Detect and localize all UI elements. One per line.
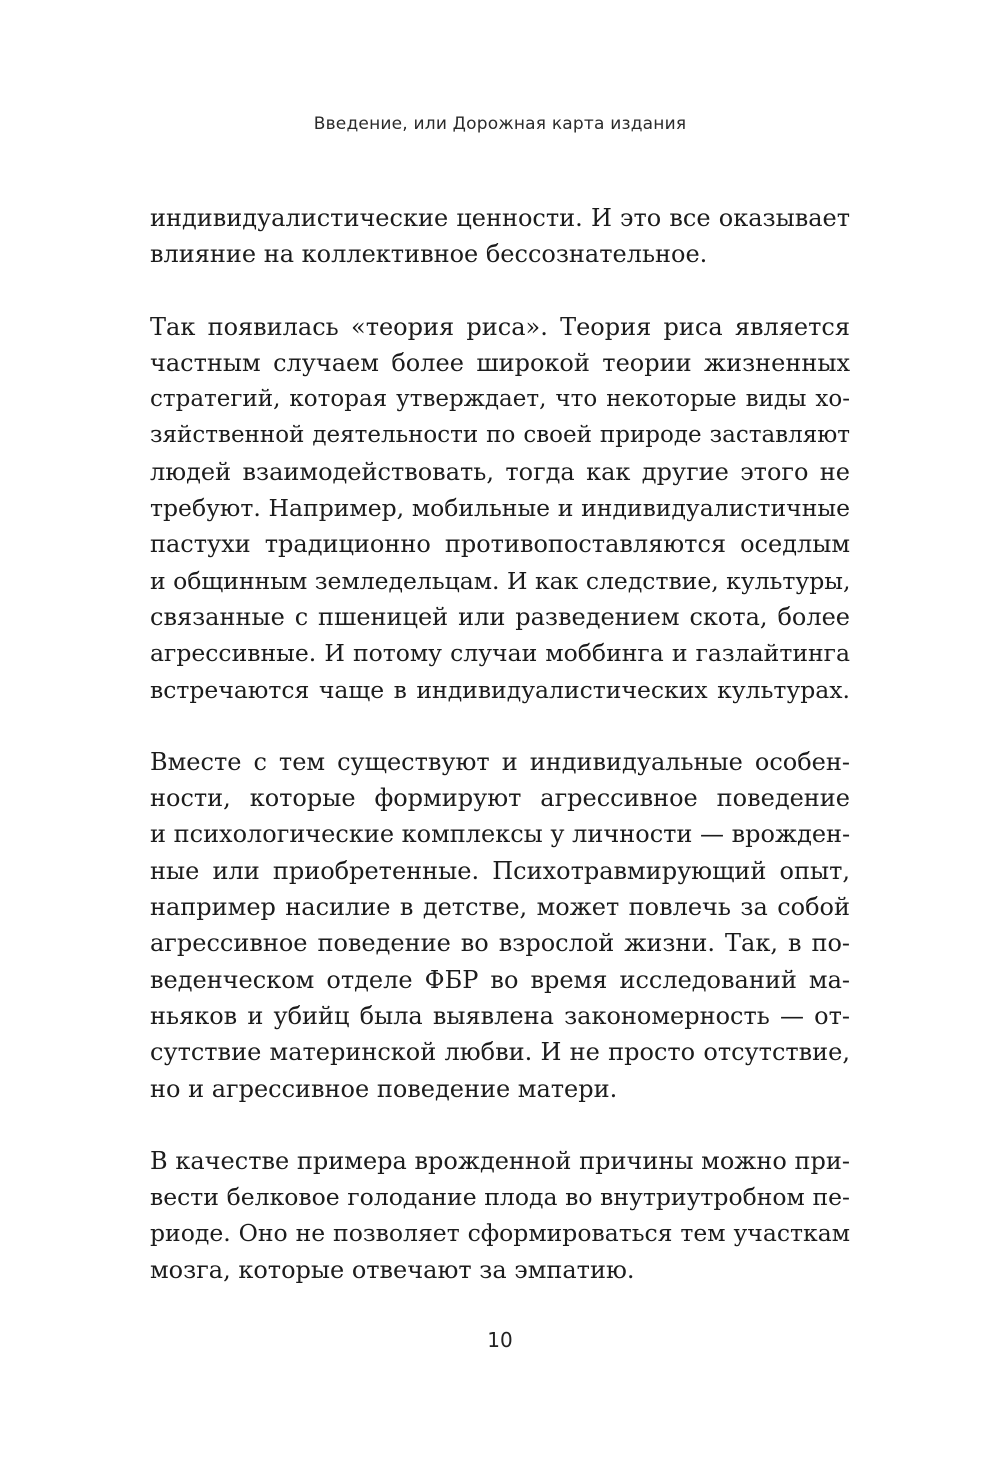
paragraph (150, 1143, 850, 1288)
text-line: но и агрессивное поведение матери. (150, 1074, 618, 1103)
body-text (150, 200, 850, 1324)
text-line: требуют. Например, мобильные и индивидуалистичные (150, 494, 850, 523)
text-line: веденческом отделе ФБР во время исследований ма- (150, 965, 850, 994)
text-line: риоде. Оно не позволяет сформироваться тем участкам (150, 1219, 850, 1248)
text-line: сутствие материнской любви. И не просто отсутствие, (150, 1038, 850, 1067)
text-line: влияние на коллективное бессознательное. (150, 240, 708, 269)
text-line: частным случаем более широкой теории жизненных (150, 348, 850, 377)
text-line: вести белковое голодание плода во внутриутробном пе- (150, 1183, 850, 1212)
text-line: мозга, которые отвечают за эмпатию. (150, 1255, 635, 1284)
paragraph (150, 200, 850, 273)
text-line: В качестве примера врожденной причины можно при- (150, 1146, 850, 1175)
running-head: Введение, или Дорожная карта издания (313, 114, 687, 134)
paragraph (150, 309, 850, 708)
paragraph (150, 744, 850, 1107)
text-line: встречаются чаще в индивидуалистических культурах. (150, 675, 850, 704)
text-line: людей взаимодействовать, тогда как другие этого не (150, 457, 850, 486)
page-number: 10 (487, 1328, 513, 1352)
text-line: ньяков и убийц была выявлена закономерность — от- (150, 1001, 850, 1030)
text-line: и психологические комплексы у личности — врожден- (150, 820, 851, 849)
text-line: Так появилась «теория риса». Теория риса является (150, 312, 850, 341)
text-line: и общинным земледельцам. И как следствие, культуры, (150, 566, 851, 595)
text-line: агрессивное поведение во взрослой жизни. Так, в по- (150, 929, 850, 958)
text-line: стратегий, которая утверждает, что некоторые виды хо- (150, 386, 850, 413)
text-line: зяйственной деятельности по своей природе заставляют (150, 422, 850, 449)
text-line: ные или приобретенные. Психотравмирующий опыт, (150, 856, 850, 885)
text-line: индивидуалистические ценности. И это все оказывает (150, 204, 850, 232)
text-line: связанные с пшеницей или разведением скота, более (150, 602, 850, 631)
text-line: агрессивные. И потому случаи моббинга и газлайтинга (150, 639, 850, 668)
text-line: пастухи традиционно противопоставляются оседлым (150, 530, 850, 559)
text-line: например насилие в детстве, может повлечь за собой (150, 893, 850, 922)
text-line: Вместе с тем существуют и индивидуальные особен- (150, 747, 850, 776)
text-line: ности, которые формируют агрессивное поведение (150, 784, 850, 813)
